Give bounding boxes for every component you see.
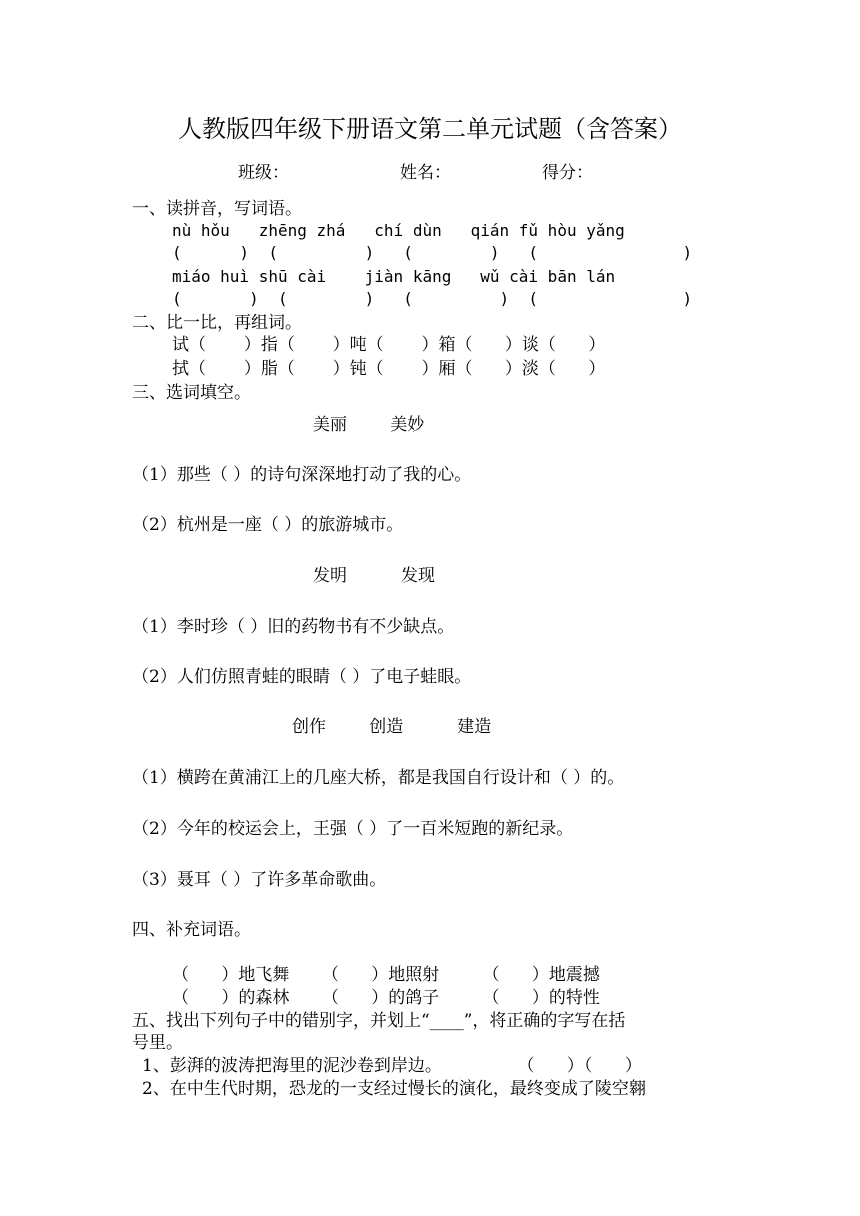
answer-brackets-row-1: ( ) ( ) ( ) ( ): [172, 243, 693, 262]
word-choices-2: 发明 发现: [313, 566, 436, 586]
section-4-heading: 四、补充词语。: [132, 920, 251, 940]
score-label: 得分：: [542, 163, 593, 183]
section-2-heading: 二、比一比，再组词。: [132, 313, 302, 333]
question-1-1: （1）那些（ ）的诗句深深地打动了我的心。: [132, 465, 472, 485]
fill-words-row-2: （ ）的森林 （ ）的鸽子 （ ）的特性: [172, 988, 600, 1008]
question-3-1: （1）横跨在黄浦江上的几座大桥，都是我国自行设计和（ ）的。: [132, 768, 625, 788]
compare-row-1: 试（ ）指（ ）吨（ ）箱（ ）谈（ ）: [172, 335, 606, 355]
page-title: 人教版四年级下册语文第二单元试题（含答案）: [178, 115, 682, 143]
fill-words-row-1: （ ）地飞舞 （ ）地照射 （ ）地震撼: [172, 965, 600, 985]
class-label: 班级：: [238, 163, 289, 183]
name-label: 姓名：: [400, 163, 451, 183]
pinyin-row-2: miáo huì shū cài jiàn kāng wǔ cài bān lán: [172, 267, 616, 286]
section-3-heading: 三、选词填空。: [132, 383, 251, 403]
question-3-2: （2）今年的校运会上，王强（ ）了一百米短跑的新纪录。: [132, 819, 574, 839]
question-2-2: （2）人们仿照青蛙的眼睛（ ）了电子蛙眼。: [132, 667, 472, 687]
question-1-2: （2）杭州是一座（ ）的旅游城市。: [132, 515, 404, 535]
question-3-3: （3）聂耳（ ）了许多革命歌曲。: [132, 870, 387, 890]
typo-question-2: 2、在中生代时期，恐龙的一支经过慢长的演化，最终变成了陵空翱: [142, 1079, 646, 1099]
pinyin-row-1: nù hǒu zhēng zhá chí dùn qián fǔ hòu yǎng: [172, 221, 625, 240]
question-2-1: （1）李时珍（ ）旧的药物书有不少缺点。: [132, 617, 455, 637]
section-1-heading: 一、读拼音，写词语。: [132, 199, 302, 219]
word-choices-3: 创作 创造 建造: [292, 717, 492, 737]
word-choices-1: 美丽 美妙: [313, 415, 425, 435]
section-5-heading-cont: 号里。: [132, 1033, 183, 1053]
compare-row-2: 拭（ ）脂（ ）钝（ ）厢（ ）淡（ ）: [172, 359, 606, 379]
answer-brackets-row-2: ( ) ( ) ( ) ( ): [172, 289, 693, 308]
section-5-heading: 五、找出下列句子中的错别字，并划上“____”，将正确的字写在括: [132, 1011, 626, 1031]
typo-question-1: 1、彭湃的波涛把海里的泥沙卷到岸边。 （ ）（ ）: [142, 1056, 642, 1076]
